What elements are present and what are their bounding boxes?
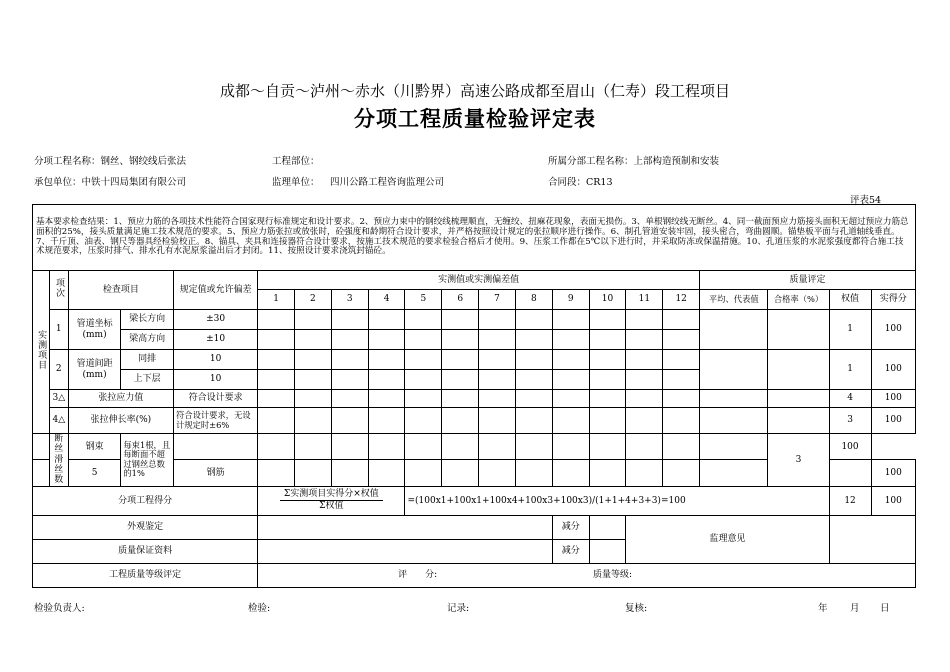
row-spec: 每束1根，且每断面不超过钢丝总数的1% xyxy=(121,434,174,487)
measure-col-11: 11 xyxy=(626,290,663,310)
grade-fields xyxy=(258,563,916,587)
row-no: 4△ xyxy=(49,408,68,434)
docs-label: 质量保证资料 xyxy=(33,539,258,563)
total-formula xyxy=(258,486,405,515)
measure-col-7: 7 xyxy=(479,290,516,310)
total-label: 分项工程得分 xyxy=(33,486,258,515)
formula-denominator: Σ权值 xyxy=(319,501,344,512)
row-item: 张拉伸长率(%) xyxy=(68,408,173,434)
form-title: 分项工程质量检验评定表 xyxy=(354,106,596,131)
formula-numerator: Σ实测项目实得分×权值 xyxy=(280,489,383,502)
row-spec: 符合设计要求 xyxy=(173,390,257,408)
row-subitem: 梁长方向 xyxy=(121,310,174,330)
measure-col-3: 3 xyxy=(331,290,368,310)
row-spec: ±30 xyxy=(173,310,257,330)
project-title: 成都～自贡～泸州～赤水（川黔界）高速公路成都至眉山（仁寿）段工程项目 xyxy=(219,82,730,100)
quality-header: 质量评定 xyxy=(700,271,916,290)
docs-deduct-label: 减分 xyxy=(552,539,589,563)
measure-col-12: 12 xyxy=(663,290,700,310)
sub-project-name: 分项工程名称：钢丝、钢绞线后张法 xyxy=(34,156,187,167)
inspector-label: 检验负责人: xyxy=(34,603,85,614)
table-row xyxy=(33,310,916,330)
grade-label: 工程质量等级评定 xyxy=(33,563,258,587)
total-score: 100 xyxy=(871,486,915,515)
measured-header: 实测值或实测偏差值 xyxy=(258,271,700,290)
row-weight: 4 xyxy=(829,390,871,408)
total-calculation: =(100x1+100x1+100x4+100x3+100x3)/(1+1+4+3+3)=100 xyxy=(405,486,829,515)
row-no: 2 xyxy=(49,350,68,390)
table-row xyxy=(33,390,916,408)
measure-col-5: 5 xyxy=(405,290,442,310)
measure-col-9: 9 xyxy=(552,290,589,310)
supervisor-label: 监理单位： xyxy=(272,177,320,188)
table-row xyxy=(33,434,916,460)
row-score: 100 xyxy=(871,460,915,486)
day-label: 日 xyxy=(880,603,890,614)
table-row xyxy=(33,408,916,434)
supervisor-opinion-label: 监理意见 xyxy=(626,515,829,563)
row-subitem: 梁高方向 xyxy=(121,330,174,350)
score-field-label: 评 分: xyxy=(398,570,438,581)
row-score: 100 xyxy=(871,310,915,350)
basic-requirements: 基本要求检查结果：1、预应力筋的各项技术性能符合国家现行标准规定和设计要求。2、预应力束中的钢绞线梳理顺直，无缠绞、扭麻花现象，表面无损伤。3、单根钢绞线无断丝。4、同一截面预应力筋接头面积无超过预应力筋总面积的25%，接头质量满足施工技术规范的要求。5、预应力筋张拉或放张时，砼强度和龄期符合设计要求，并严格按照设计规定的张拉顺序进行操作。6、制孔管道安装牢固，接头密合，弯曲圆顺。锚垫板平面与孔道轴线垂直。7、千斤顶、油表、钢尺等器具经检验校正。8、锚具、夹具和连接器符合设计要求，按施工技术规范的要求检验合格后才使用。9、压浆工作都在5℃以下进行时，并采取防冻或保温措施。10、孔道压浆的水泥浆强度都符合施工技术规范要求，压浆时排气、排水孔有水泥原浆溢出后才封闭。11、按照设计要求浇筑封锚砼。 xyxy=(33,205,916,271)
contract-section: 合同段：CR13 xyxy=(548,177,613,188)
row-no: 5 xyxy=(68,460,121,486)
parent-project-name: 所属分部工程名称：上部构造预制和安装 xyxy=(548,156,720,167)
rate-header: 合格率（%） xyxy=(768,290,829,310)
avg-header: 平均、代表值 xyxy=(700,290,768,310)
row-spec: 10 xyxy=(173,370,257,390)
appearance-label: 外观鉴定 xyxy=(33,515,258,539)
score-header: 实得分 xyxy=(871,290,915,310)
col-item-header: 检查项目 xyxy=(68,271,173,310)
row-subitem: 同排 xyxy=(121,350,174,370)
row-subitem: 上下层 xyxy=(121,370,174,390)
measure-col-4: 4 xyxy=(368,290,405,310)
row-weight: 3 xyxy=(829,408,871,434)
month-label: 月 xyxy=(850,603,860,614)
year-label: 年 xyxy=(818,603,828,614)
row-score: 100 xyxy=(871,390,915,408)
recorder-label: 记录: xyxy=(447,603,470,614)
measure-col-1: 1 xyxy=(258,290,295,310)
measure-col-8: 8 xyxy=(515,290,552,310)
form-number: 评表54 xyxy=(850,195,882,206)
total-weight: 12 xyxy=(829,486,871,515)
work-location: 工程部位： xyxy=(272,156,320,167)
reviewer-label: 复核: xyxy=(625,603,648,614)
row-no: 1 xyxy=(49,310,68,350)
appearance-deduct-label: 减分 xyxy=(552,515,589,539)
measure-col-6: 6 xyxy=(442,290,479,310)
col-no-header: 项次 xyxy=(49,271,68,310)
row-spec: ±10 xyxy=(173,330,257,350)
row-item: 管道间距(mm) xyxy=(68,350,121,390)
row-item: 管道坐标(mm) xyxy=(68,310,121,350)
measure-col-2: 2 xyxy=(294,290,331,310)
checker-label: 检验: xyxy=(248,603,271,614)
inspection-table xyxy=(32,204,916,588)
row-item: 张拉应力值 xyxy=(68,390,173,408)
row-spec: 符合设计要求，无设计规定时±6% xyxy=(173,408,257,434)
row-subitem: 钢筋 xyxy=(173,460,257,486)
row-weight: 1 xyxy=(829,350,871,390)
total-row xyxy=(33,486,916,515)
row-subitem: 钢束 xyxy=(68,434,121,460)
row-weight: 3 xyxy=(768,434,829,487)
row-spec: 10 xyxy=(173,350,257,370)
row-weight: 1 xyxy=(829,310,871,350)
row-item: 断丝滑丝数 xyxy=(49,434,68,487)
level-field-label: 质量等级: xyxy=(592,570,632,581)
weight-header: 权值 xyxy=(829,290,871,310)
row-score: 100 xyxy=(829,434,871,460)
contractor: 承包单位：中铁十四局集团有限公司 xyxy=(34,177,187,188)
supervisor-value: 四川公路工程咨询监理公司 xyxy=(330,177,445,188)
table-row xyxy=(33,350,916,370)
grade-row xyxy=(33,563,916,587)
row-score: 100 xyxy=(871,350,915,390)
appearance-row xyxy=(33,515,916,539)
row-score: 100 xyxy=(871,408,915,434)
measure-col-10: 10 xyxy=(589,290,626,310)
col-spec-header: 规定值或允许偏差 xyxy=(173,271,257,310)
section-label: 实测项目 xyxy=(33,271,50,434)
row-no: 3△ xyxy=(49,390,68,408)
